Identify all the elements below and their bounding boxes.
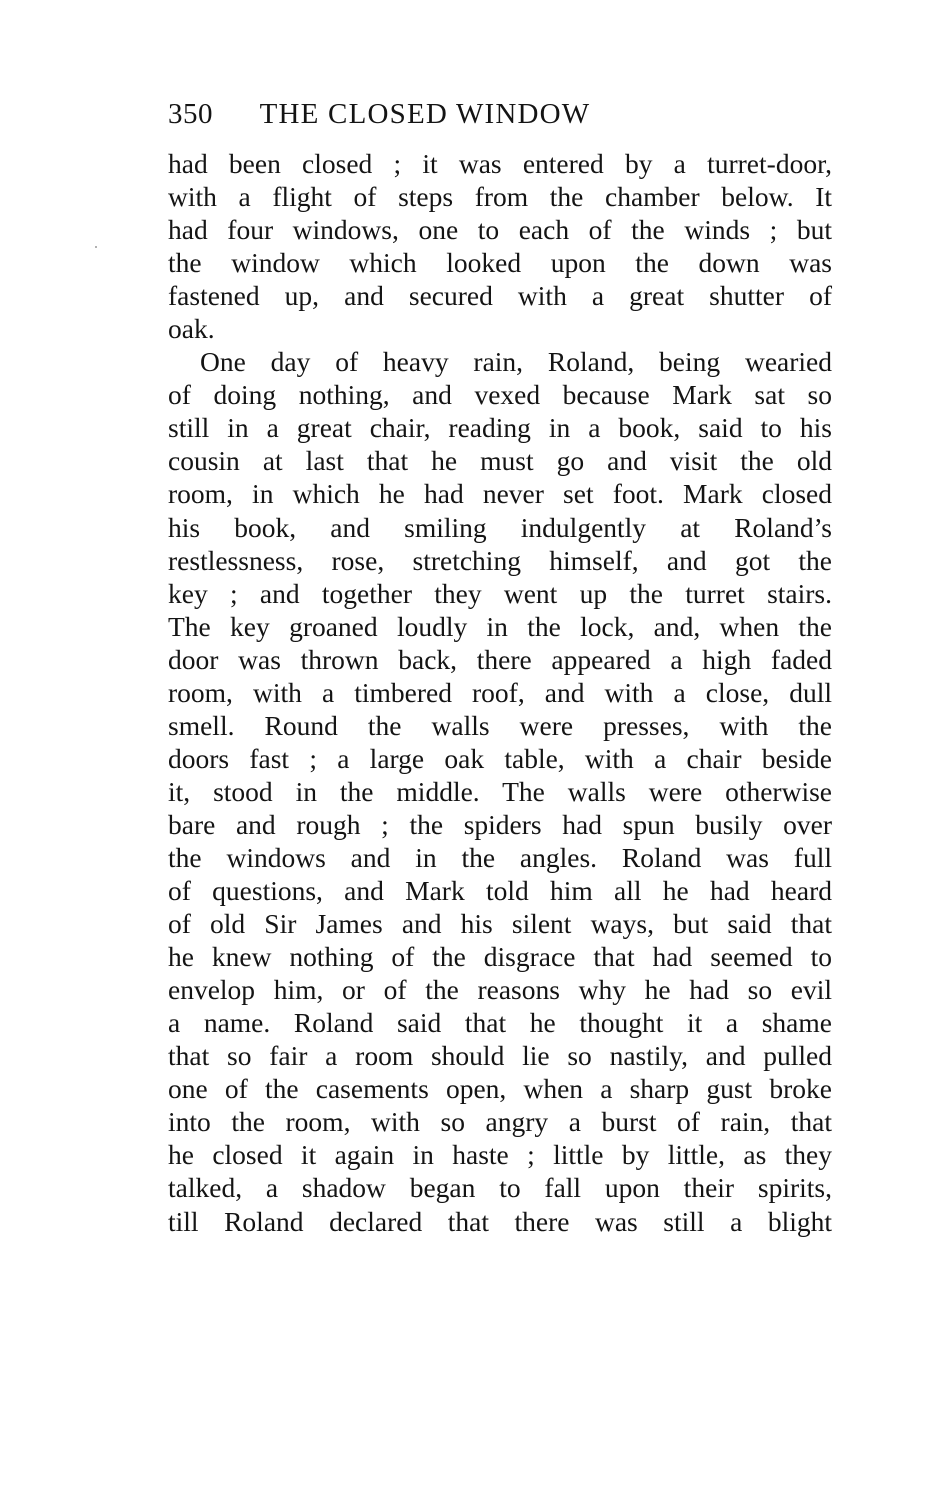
- text-line: of old Sir James and his silent ways, but said that: [168, 908, 832, 940]
- text-line: oak.: [168, 313, 215, 345]
- text-line: of doing nothing, and vexed because Mark sat so: [168, 379, 832, 411]
- text-line: cousin at last that he must go and visit the old: [168, 445, 832, 477]
- text-line: key ; and together they went up the turret stairs.: [168, 577, 832, 609]
- running-head: [168, 94, 832, 134]
- text-line: fastened up, and secured with a great shutter of: [168, 280, 832, 312]
- text-line: into the room, with so angry a burst of rain, that: [168, 1106, 832, 1138]
- text-line: had been closed ; it was entered by a turret-door,: [168, 148, 832, 179]
- text-line: bare and rough ; the spiders had spun busily over: [168, 808, 832, 840]
- text-line: it, stood in the middle. The walls were otherwise: [168, 775, 832, 807]
- running-title: THE CLOSED WINDOW: [259, 98, 591, 130]
- text-line: smell. Round the walls were presses, with the: [168, 709, 832, 741]
- text-line: doors fast ; a large oak table, with a chair beside: [168, 742, 832, 774]
- body-text: [168, 147, 832, 1238]
- text-line: One day of heavy rain, Roland, being wearied: [200, 346, 832, 378]
- text-line: the window which looked upon the down was: [168, 247, 832, 279]
- text-line: room, with a timbered roof, and with a close, dull: [168, 676, 832, 708]
- text-line: he knew nothing of the disgrace that had seemed to: [168, 941, 832, 973]
- text-line: had four windows, one to each of the winds ; but: [168, 214, 832, 246]
- text-line: still in a great chair, reading in a book, said to his: [168, 412, 832, 444]
- text-line: room, in which he had never set foot. Mark closed: [168, 478, 832, 510]
- paper-speck: [95, 246, 97, 248]
- text-line: with a flight of steps from the chamber below. It: [168, 181, 832, 213]
- text-line: The key groaned loudly in the lock, and, when the: [168, 610, 832, 642]
- text-line: a name. Roland said that he thought it a shame: [168, 1007, 832, 1039]
- text-line: one of the casements open, when a sharp gust broke: [168, 1073, 832, 1105]
- text-line: that so fair a room should lie so nastily, and pulled: [168, 1040, 832, 1072]
- text-line: his book, and smiling indulgently at Roland’s: [168, 511, 832, 543]
- text-line: restlessness, rose, stretching himself, and got the: [168, 544, 832, 576]
- text-line: the windows and in the angles. Roland was full: [168, 841, 832, 873]
- text-line: talked, a shadow began to fall upon their spirits,: [168, 1172, 832, 1204]
- text-line: till Roland declared that there was still a blight: [168, 1205, 832, 1237]
- text-line: of questions, and Mark told him all he had heard: [168, 875, 832, 907]
- text-line: he closed it again in haste ; little by little, as they: [168, 1139, 832, 1171]
- page-number: 350: [168, 98, 213, 130]
- text-line: door was thrown back, there appeared a high faded: [168, 643, 832, 675]
- text-line: envelop him, or of the reasons why he had so evil: [168, 974, 832, 1006]
